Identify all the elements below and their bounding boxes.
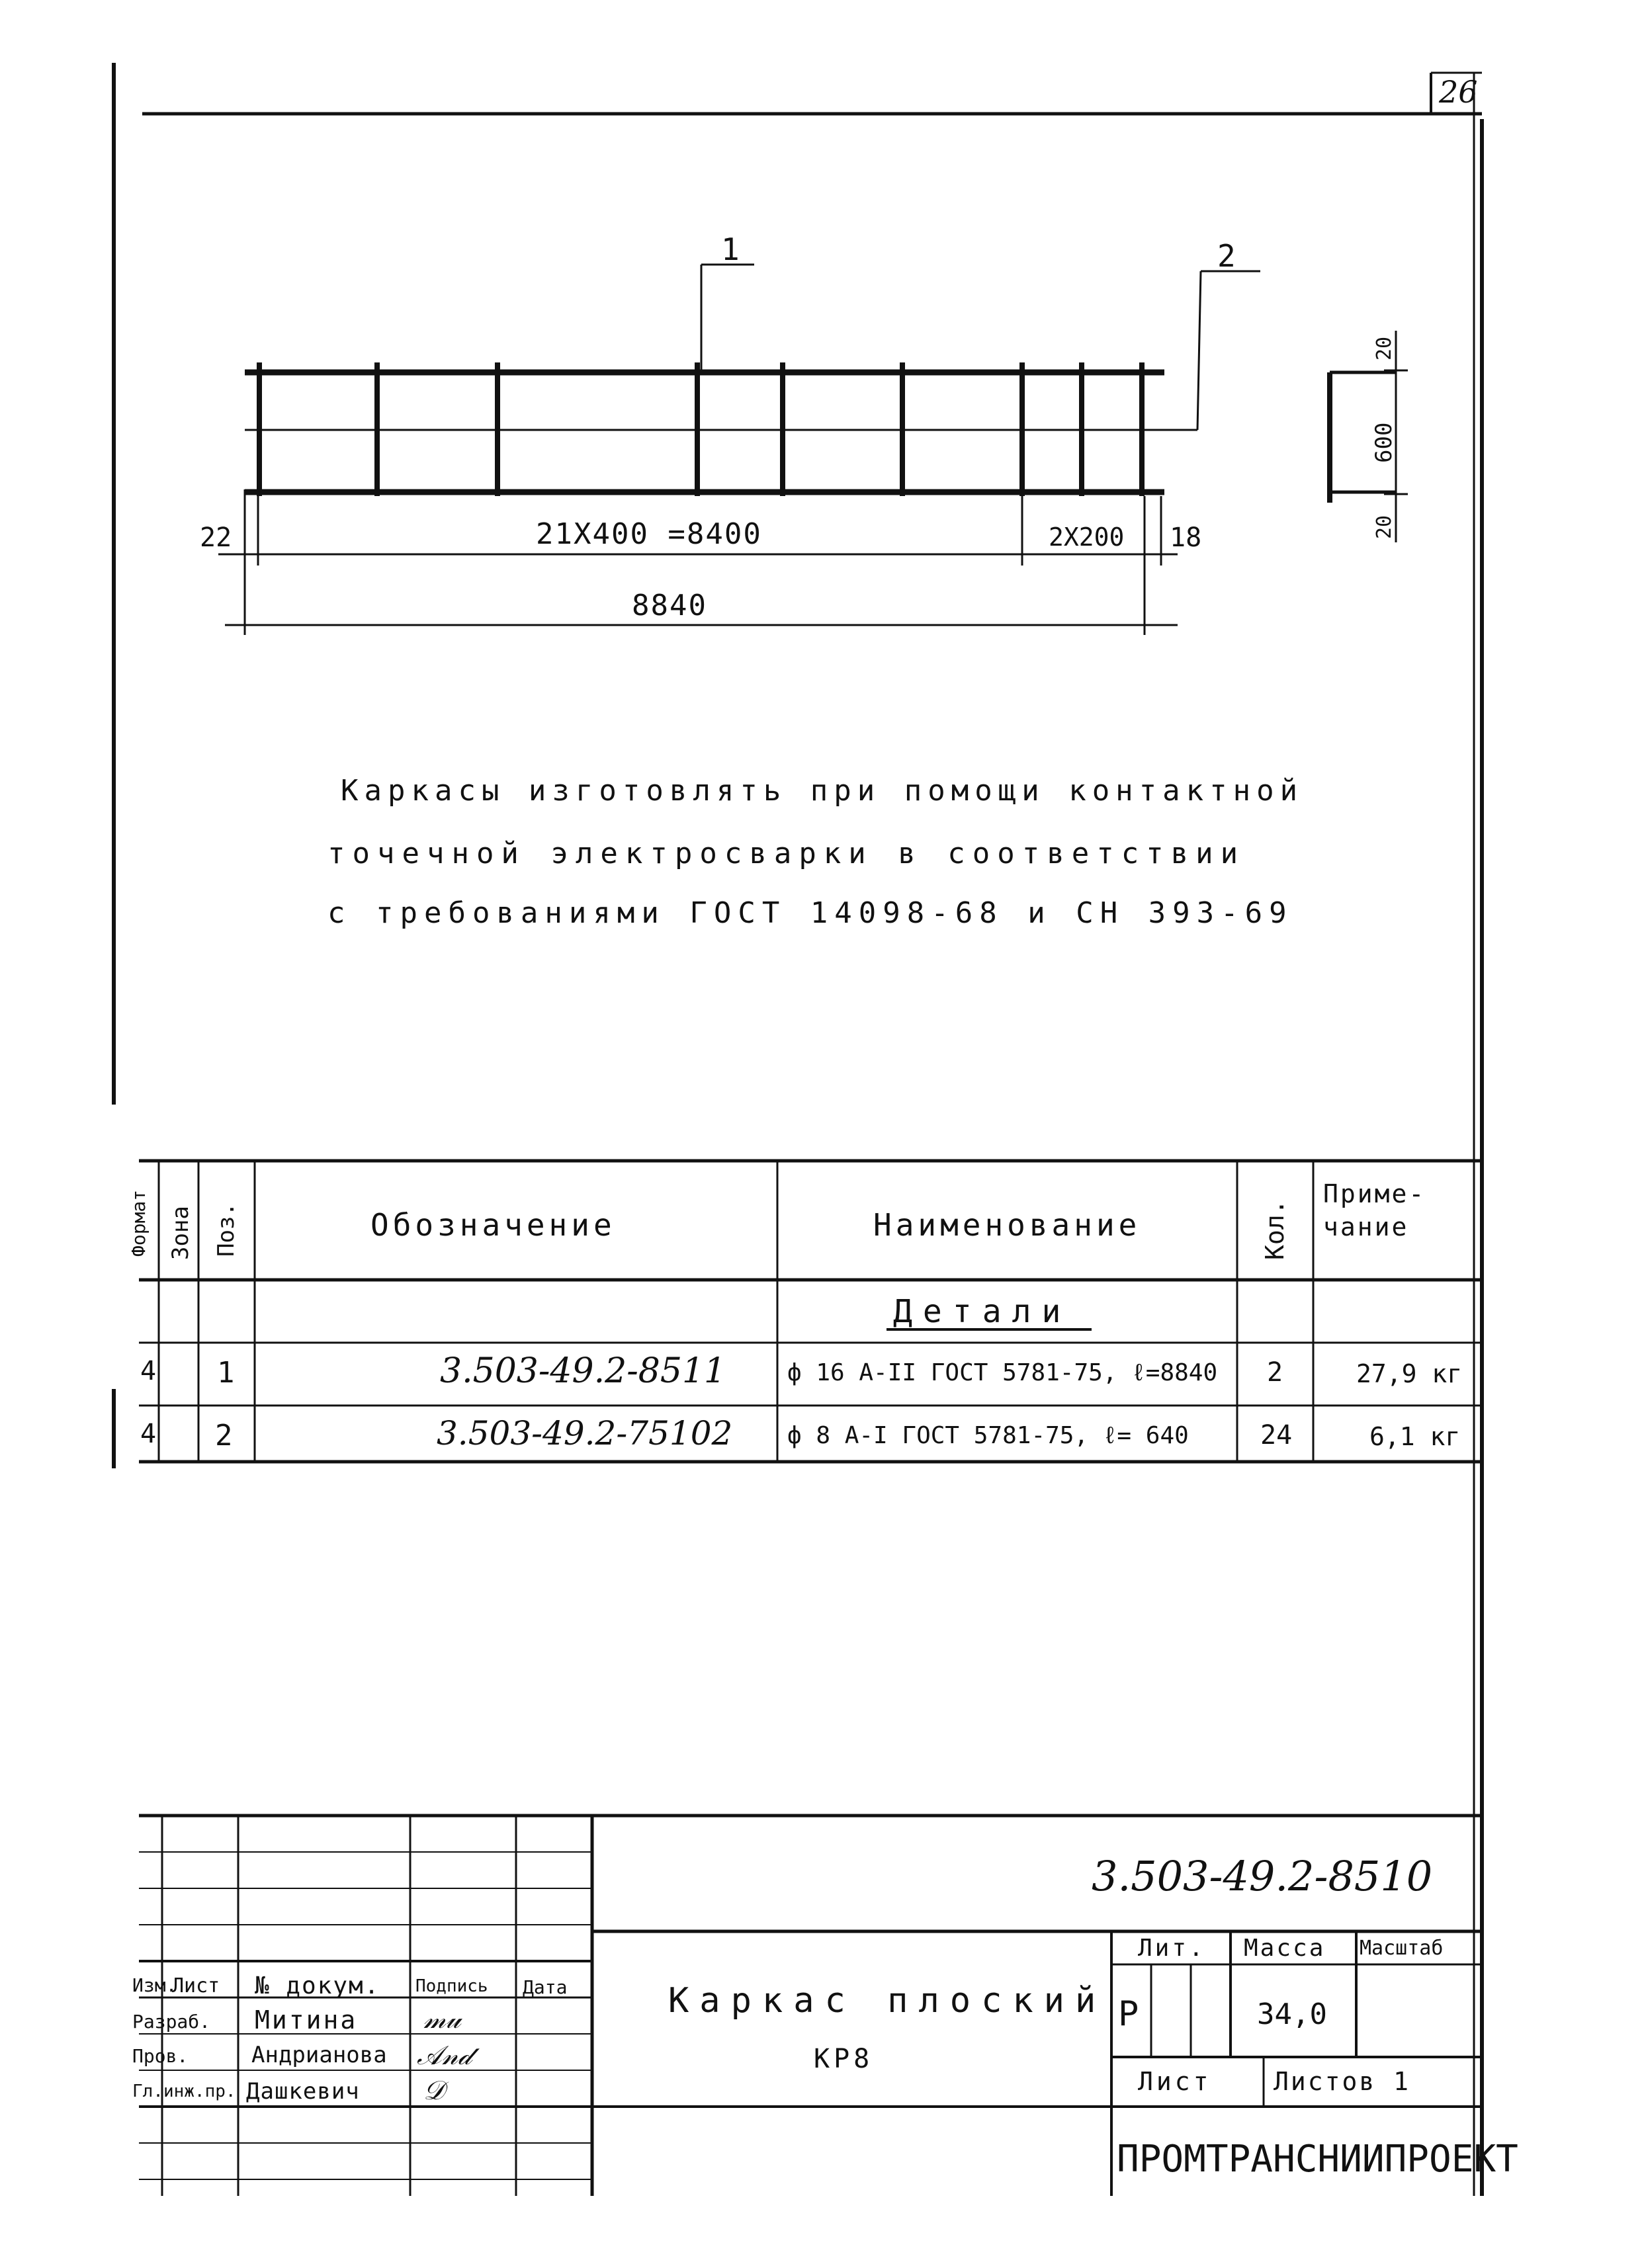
spec-row-note: 27,9 кг	[1356, 1359, 1463, 1388]
tb-scale-label: Масштаб	[1360, 1937, 1444, 1960]
tb-lit-value: Р	[1118, 1994, 1139, 2034]
tb-header-list: Лист	[172, 1974, 220, 1997]
section-dim-top: 20	[1373, 336, 1396, 360]
spec-header-format: Формат	[128, 1189, 150, 1257]
tb-mass-label: Масса	[1244, 1935, 1326, 1962]
sheet-number: 26	[1439, 74, 1478, 110]
spec-header-qty: Кол.	[1260, 1199, 1289, 1260]
note-line-1: Каркасы изготовлять при помощи контактной	[341, 774, 1304, 808]
tb-organization: ПРОМТРАНСНИИПРОЕКТ	[1117, 2138, 1518, 2181]
tb-signature-2: 𝒜𝓃𝒹	[417, 2040, 472, 2071]
tb-name-checker: Андрианова	[251, 2042, 387, 2068]
leader-2-label: 2	[1217, 238, 1240, 274]
tb-mass-value: 34,0	[1257, 1997, 1327, 2031]
doc-code: 3.503-49.2-8510	[1092, 1852, 1433, 1900]
tb-signature-3: 𝒟	[423, 2076, 445, 2106]
spec-row-designation: 3.503-49.2-75102	[437, 1414, 733, 1452]
tb-header-signature: Подпись	[415, 1976, 488, 1996]
dim-span: 21X400 =8400	[536, 517, 762, 551]
leader-1-label: 1	[721, 231, 744, 267]
spec-row-name: ф 16 А-II ГОСТ 5781-75, ℓ=8840	[787, 1359, 1218, 1386]
section-dim-bottom: 20	[1373, 515, 1396, 539]
tb-sheet-label: Лист	[1138, 2067, 1212, 2096]
tb-header-izm: Изм.	[132, 1974, 177, 1996]
spec-header-name: Наименование	[873, 1207, 1141, 1243]
tb-title: Каркас плоский	[668, 1981, 1107, 2021]
spec-row-format: 4	[140, 1356, 157, 1386]
section-dim-mid: 600	[1371, 422, 1397, 463]
dim-left-end: 22	[200, 523, 232, 553]
spec-header-zone: Зона	[167, 1206, 194, 1260]
spec-header-designation: Обозначение	[370, 1207, 616, 1243]
dim-2x200: 2X200	[1049, 523, 1125, 552]
spec-row-name: ф 8 А-I ГОСТ 5781-75, ℓ= 640	[787, 1422, 1189, 1449]
tb-subtitle: КР8	[814, 2044, 874, 2074]
spec-row-qty: 2	[1267, 1357, 1283, 1388]
tb-signature-1: 𝓂𝓊	[423, 2004, 461, 2035]
spec-header-note: Приме-чание	[1323, 1179, 1426, 1241]
spec-row-note: 6,1 кг	[1369, 1422, 1461, 1451]
tb-sheets-label: Листов 1	[1274, 2067, 1411, 2096]
dim-total: 8840	[632, 589, 707, 622]
tb-role-checker: Пров.	[132, 2045, 189, 2067]
dim-right-end: 18	[1170, 523, 1202, 553]
tb-role-developer: Разраб.	[132, 2011, 211, 2033]
spec-row-qty: 24	[1260, 1420, 1293, 1450]
spec-row-designation: 3.503-49.2-8511	[440, 1351, 726, 1391]
tb-name-chief: Дашкевич	[246, 2078, 360, 2105]
tb-lit-label: Лит.	[1138, 1935, 1206, 1962]
note-line-2: точечной электросварки в соответствии	[327, 837, 1246, 870]
spec-section-title: Детали	[893, 1293, 1072, 1330]
spec-header-pos: Поз.	[213, 1202, 239, 1257]
spec-row-pos: 1	[217, 1356, 235, 1390]
spec-row-pos: 2	[215, 1419, 233, 1452]
tb-header-date: Дата	[523, 1976, 568, 1998]
note-line-3: с требованиями ГОСТ 14098-68 и СН 393-69	[327, 896, 1293, 930]
tb-role-chief: Гл.инж.пр.	[132, 2081, 236, 2101]
tb-name-developer: Митина	[255, 2005, 358, 2035]
tb-header-doc-no: № докум.	[255, 1972, 380, 1999]
spec-row-format: 4	[140, 1419, 157, 1449]
